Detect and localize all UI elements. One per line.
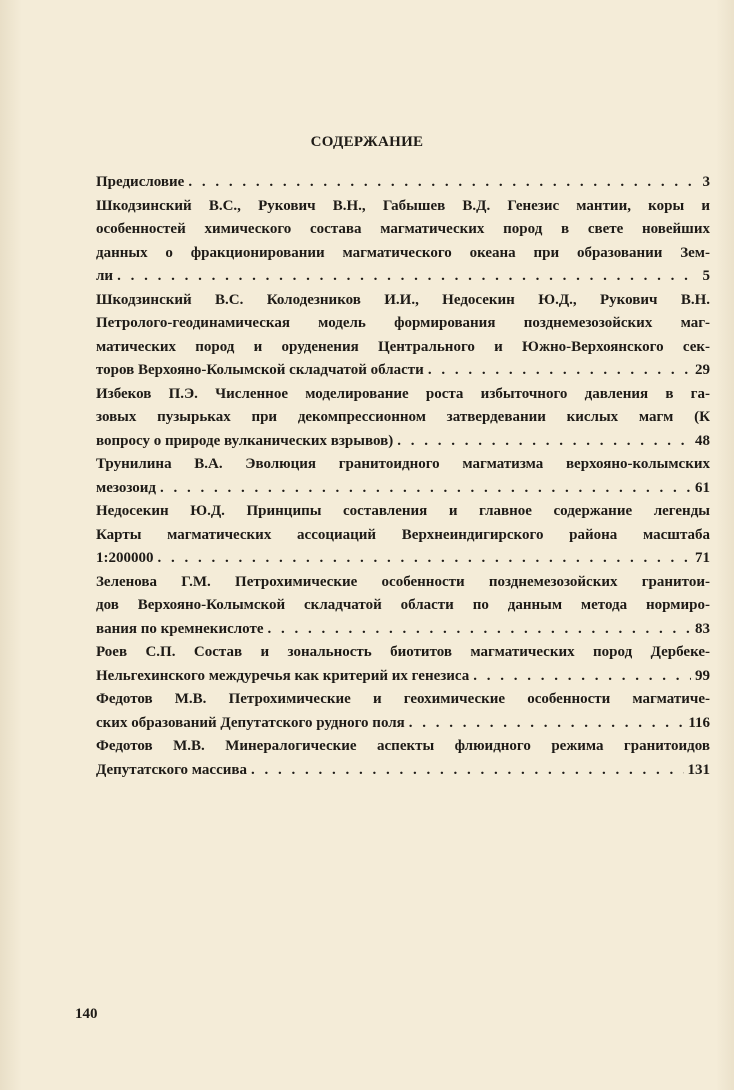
toc-entry-text: мезозоид	[96, 479, 156, 496]
toc-entry	[96, 289, 710, 383]
toc-entry-line: особенностей химического состава магматических пород в свете новейших	[96, 221, 710, 237]
toc-entry-page: 83	[695, 620, 710, 637]
toc-entry-page: 48	[695, 432, 710, 449]
toc-entry	[96, 688, 710, 735]
toc-entry	[96, 500, 710, 571]
page-number: 140	[75, 1006, 98, 1022]
toc-entry-line: Роев С.П. Состав и зональность биотитов магматических пород Дербеке-	[96, 644, 710, 660]
toc-heading: СОДЕРЖАНИЕ	[310, 134, 424, 150]
toc-entry-line: Трунилина В.А. Эволюция гранитоидного магматизма верхояно-колымских	[96, 456, 710, 472]
toc-entry-line: дов Верхояно-Колымской складчатой области по данным метода нормиро-	[96, 597, 710, 613]
toc-entry-text: ских образований Депутатского рудного поля	[96, 714, 405, 731]
toc-entry	[96, 735, 710, 782]
toc-entry-page: 99	[695, 667, 710, 684]
toc-entry-line: Шкодзинский В.С. Колодезников И.И., Недосекин Ю.Д., Рукович В.Н.	[96, 291, 710, 308]
toc-entry-last-line	[96, 547, 710, 571]
dot-leader	[188, 171, 696, 195]
toc-entry-line: Федотов М.В. Минералогические аспекты флюидного режима гранитоидов	[96, 738, 710, 754]
toc-entry-line: зовых пузырьках при декомпрессионном затвердевании кислых магм (К	[96, 409, 710, 425]
toc-entry	[96, 641, 710, 688]
toc-entry-text: Нельгехинского междуречья как критерий их генезиса	[96, 667, 470, 684]
dot-leader	[160, 477, 691, 501]
toc-entry-line: Недосекин Ю.Д. Принципы составления и главное содержание легенды	[96, 503, 710, 519]
toc-entry	[96, 571, 710, 642]
toc-entry-page: 71	[695, 550, 710, 566]
toc-entry	[96, 171, 710, 195]
toc-entry-last-line	[96, 477, 710, 501]
dot-leader	[473, 665, 691, 689]
toc-entry-last-line	[96, 171, 710, 195]
toc-entry-line: Зеленова Г.М. Петрохимические особенности позднемезозойских гранитои-	[96, 573, 710, 590]
toc-entry	[96, 195, 710, 289]
dot-leader	[158, 547, 692, 571]
toc-entry-line: данных о фракционировании магматического океана при образовании Зем-	[96, 244, 710, 261]
toc-entry-line: Федотов М.В. Петрохимические и геохимические особенности магматиче-	[96, 691, 710, 707]
toc-entry-page: 116	[688, 714, 710, 731]
dot-leader	[268, 618, 692, 642]
toc-entry-last-line	[96, 265, 710, 289]
toc-entry-page: 3	[702, 174, 710, 190]
toc-entry-text: Предисловие	[96, 174, 185, 190]
toc-entry-line: Шкодзинский В.С., Рукович В.Н., Габышев В.Д. Генезис мантии, коры и	[96, 197, 710, 214]
dot-leader	[409, 712, 685, 736]
toc-entry-last-line	[96, 759, 710, 783]
dot-leader	[397, 430, 691, 454]
toc-entry-line: матических пород и оруденения Центрального и Южно-Верхоянского сек-	[96, 338, 710, 355]
toc-entry-page: 61	[695, 479, 710, 496]
table-of-contents	[96, 171, 710, 782]
toc-entry-line: Карты магматических ассоциаций Верхнеиндигирского района масштаба	[96, 526, 710, 543]
toc-entry-text: вопросу о природе вулканических взрывов)	[96, 432, 394, 449]
toc-entry-text: 1:200000	[96, 550, 154, 566]
toc-entry-text: вания по кремнекислоте	[96, 620, 264, 637]
toc-entry-line: Петролого-геодинамическая модель формирования позднемезозойских маг-	[96, 315, 710, 331]
toc-entry-last-line	[96, 618, 710, 642]
toc-entry-text: Депутатского массива	[96, 761, 247, 778]
dot-leader	[428, 359, 691, 383]
toc-entry-last-line	[96, 359, 710, 383]
toc-entry	[96, 453, 710, 500]
dot-leader	[251, 759, 684, 783]
toc-entry-page: 5	[702, 268, 710, 284]
toc-entry-page: 131	[687, 761, 710, 778]
toc-entry-text: торов Верхояно-Колымской складчатой области	[96, 362, 424, 378]
toc-entry-text: ли	[96, 268, 114, 284]
toc-entry-last-line	[96, 712, 710, 736]
toc-entry-page: 29	[695, 362, 710, 378]
toc-entry-line: Избеков П.Э. Численное моделирование роста избыточного давления в га-	[96, 385, 710, 402]
toc-entry-last-line	[96, 430, 710, 454]
toc-entry	[96, 383, 710, 454]
dot-leader	[117, 265, 696, 289]
toc-entry-last-line	[96, 665, 710, 689]
